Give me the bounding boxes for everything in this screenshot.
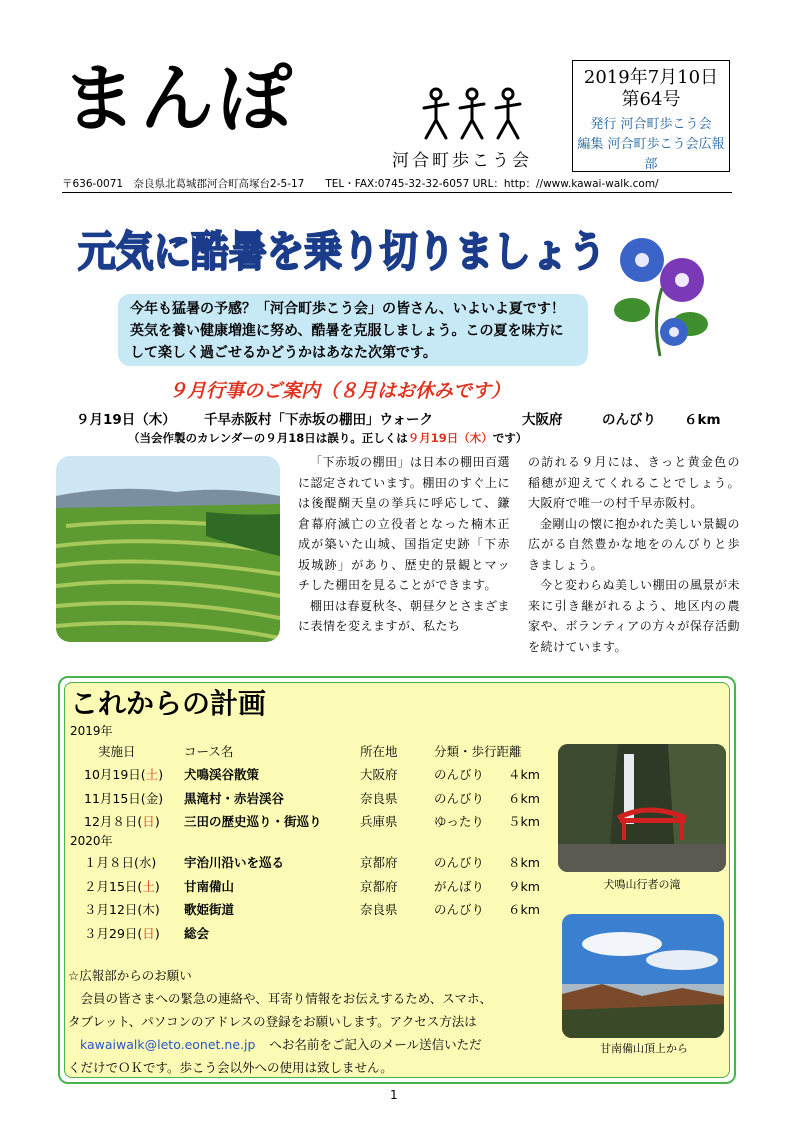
event-title: 千早赤阪村「下赤坂の棚田」ウォーク <box>204 412 433 428</box>
club-name: 河合町歩こう会 <box>392 151 532 171</box>
row-type: ゆったり <box>434 814 484 829</box>
page-number: 1 <box>390 1088 398 1102</box>
rice-terrace-photo <box>56 456 280 642</box>
event-note <box>128 430 527 446</box>
paragraph: 棚田は春夏秋冬、朝昼夕とさまざまに表情を変えますが、私たち <box>298 598 511 633</box>
walking-figures-icon <box>418 86 528 146</box>
row-type: のんびり <box>434 767 485 782</box>
row-course: 歌姫街道 <box>184 902 235 917</box>
photo-caption-1: 犬鳴山行者の滝 <box>603 878 681 891</box>
event-summary <box>76 408 756 426</box>
issue-date: 2019年7月10日 <box>583 67 719 88</box>
photo-caption-2: 甘南備山頂上から <box>600 1042 688 1055</box>
paragraph: 「下赤坂の棚田」は日本の棚田百選に認定されています。棚田のすぐ上には後醍醐天皇の挙兵に呼応して、鎌倉幕府滅亡の立役者となった楠木正成が築いた山城、国指定史跡「下赤坂城跡」があり、歴史的景観とマッチした棚田を見ることができます。 <box>298 455 511 592</box>
note-prefix: （当会作製のカレンダーの９月18日は誤り。正しくは <box>128 431 408 445</box>
row-type: のんびり <box>434 855 485 870</box>
row-date: 12月８日(日) <box>84 814 160 829</box>
row-type: がんばり <box>434 878 485 894</box>
row-course: 三田の歴史巡り・街巡り <box>184 814 322 829</box>
row-distance: ８km <box>508 855 540 870</box>
article-column-2 <box>528 452 740 657</box>
email-link[interactable]: kawaiwalk@leto.eonet.ne.jp <box>80 1037 256 1052</box>
morning-glory-icon <box>612 228 712 358</box>
event-date: ９月19日（木） <box>76 412 176 428</box>
row-course: 宇治川沿いを巡る <box>184 855 285 870</box>
row-distance: ６km <box>508 902 540 917</box>
event-prefecture: 大阪府 <box>522 412 563 428</box>
paragraph: 金剛山の懐に抱かれた美しい景観の広がる自然豊かな地をのんびりと歩きましょう。 <box>528 516 741 572</box>
row-date: ２月15日(土) <box>84 878 160 894</box>
waterfall-photo <box>558 744 726 872</box>
notice-text: へお名前をご記入のメール送信いただ <box>269 1037 482 1052</box>
row-date: 11月15日(金) <box>84 790 164 806</box>
row-date: １月８日(水) <box>84 855 157 870</box>
row-prefecture: 京都府 <box>360 878 398 894</box>
year-2019-label: 2019年 <box>70 724 113 738</box>
row-weekday: 日 <box>142 925 155 941</box>
headline-banner <box>72 190 612 300</box>
issue-number: 第64号 <box>621 89 681 110</box>
row-weekday: 土 <box>145 767 159 782</box>
row-date: 10月19日(土) <box>84 767 164 782</box>
row-distance: ６km <box>508 790 540 806</box>
note-suffix: です） <box>492 431 528 445</box>
event-type: のんびり <box>602 412 656 428</box>
row-prefecture: 大阪府 <box>360 767 398 782</box>
row-prefecture: 京都府 <box>360 855 398 870</box>
article-column-1 <box>298 452 510 637</box>
header-prefecture: 所在地 <box>360 744 398 759</box>
notice-text: タブレット、パソコンのアドレスの登録をお願いします。アクセス方法は <box>68 1014 477 1029</box>
row-course: 甘南備山 <box>184 878 235 894</box>
header-type: 分類・歩行距離 <box>434 744 522 759</box>
issue-info-box <box>572 60 730 172</box>
row-distance: ４km <box>508 767 540 782</box>
row-date: ３月12日(木) <box>84 902 160 917</box>
paragraph: の訪れる９月には、きっと黄金色の稲穂が迎えてくれることでしょう。大阪府で唯一の村千早赤阪村。 <box>528 455 740 510</box>
header-date: 実施日 <box>98 744 136 759</box>
event-heading: ９月行事のご案内（８月はお休みです） <box>168 380 511 402</box>
row-prefecture: 奈良県 <box>360 902 398 917</box>
row-course: 総会 <box>184 925 210 941</box>
editor: 編集 河合町歩こう会広報部 <box>577 137 725 172</box>
row-weekday: 日 <box>142 814 155 829</box>
row-course: 犬鳴渓谷散策 <box>184 767 260 782</box>
mountain-view-photo <box>562 914 724 1038</box>
notice-text: 会員の皆さまへの緊急の連絡や、耳寄り情報をお伝えするため、スマホ、 <box>80 991 493 1006</box>
row-weekday: 木 <box>142 902 155 917</box>
publisher: 発行 河合町歩こう会 <box>590 117 712 132</box>
year-2020-label: 2020年 <box>70 834 113 848</box>
row-weekday: 水 <box>138 855 152 870</box>
notice-text: くだけでＯＫです。歩こう会以外への使用は致しません。 <box>68 1060 393 1075</box>
intro-message: 今年も猛暑の予感？「河合町歩こう会」の皆さん、いよいよ夏です！英気を養い健康増進に努め、酷暑を克服しましょう。この夏を味方にして楽しく過ごせるかどうかはあなた次第です。 <box>118 294 588 366</box>
notice-section <box>68 964 558 1079</box>
plan-title: これからの計画 <box>70 687 267 720</box>
row-weekday: 金 <box>145 790 159 806</box>
row-distance: ９km <box>508 878 540 894</box>
row-date: ３月29日(日) <box>84 925 160 941</box>
event-distance: ６km <box>684 412 721 428</box>
newsletter-logo: まんぽ <box>62 56 296 142</box>
row-weekday: 土 <box>142 878 155 894</box>
row-course: 黒滝村・赤岩渓谷 <box>184 790 285 806</box>
row-prefecture: 兵庫県 <box>360 814 398 829</box>
row-distance: ５km <box>508 814 540 829</box>
header-course: コース名 <box>184 744 234 759</box>
paragraph: 今と変わらぬ美しい棚田の風景が未来に引き継がれるよう、地区内の農家や、ボランティアの方々が保存活動を続けています。 <box>528 578 741 654</box>
row-type: のんびり <box>434 902 485 917</box>
row-type: のんびり <box>434 790 485 806</box>
svg-text:元気に酷暑を乗り切りましょう: 元気に酷暑を乗り切りましょう <box>78 227 606 276</box>
row-prefecture: 奈良県 <box>360 790 398 806</box>
notice-title: ☆広報部からのお願い <box>68 968 192 983</box>
note-correct-date: ９月19日（木） <box>407 431 493 445</box>
contact-address: 〒636-0071 奈良県北葛城郡河合町高塚台2-5-17 TEL・FAX:0745-32-32-6057 URL：http：//www.kawai-walk.com/ <box>62 178 659 190</box>
